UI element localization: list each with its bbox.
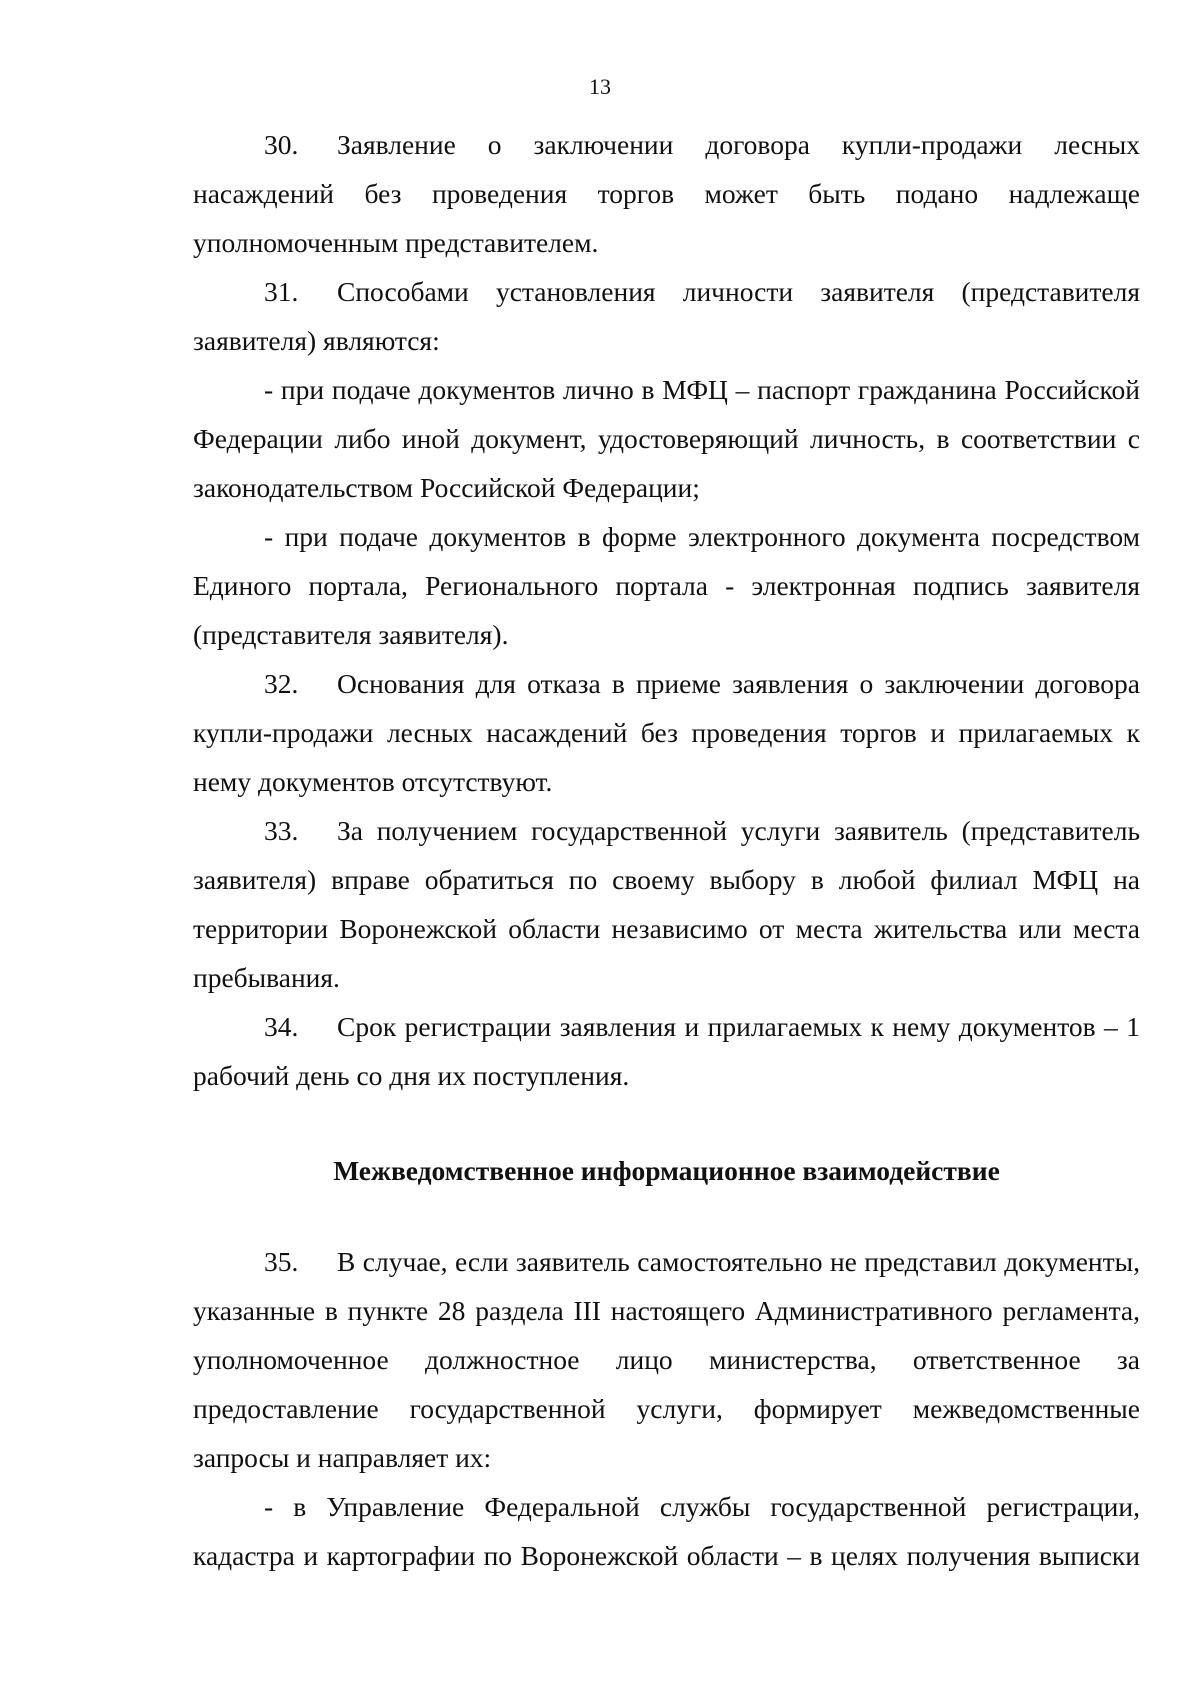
paragraph-number: 30.	[264, 129, 299, 160]
document-body	[193, 120, 1140, 1580]
paragraph-text-continuation: заявителя) являются:	[193, 325, 440, 356]
paragraph-number: 33.	[264, 815, 299, 846]
list-item-passport: - при подаче документов лично в МФЦ – паспорт гражданина Российской Федерации либо иной документ, удостоверяющий личность, в соответствии с законодательством Российской Федерации;	[193, 374, 1140, 503]
section-heading: Межведомственное информационное взаимодействие	[333, 1155, 1000, 1186]
paragraph-number: 32.	[264, 668, 299, 699]
paragraph-text-continuation: уполномоченным представителем.	[193, 227, 599, 258]
paragraph-number: 31.	[264, 276, 299, 307]
paragraph-text: Заявление о заключении договора купли-продажи лесных насаждений без проведения торгов может быть подано надлежаще	[193, 129, 1140, 209]
page-number: 13	[589, 74, 611, 99]
paragraph-35	[193, 1237, 1140, 1482]
paragraph-number: 35.	[264, 1246, 299, 1277]
paragraph-text: Основания для отказа в приеме заявления о заключении договора купли-продажи лесных насаждений без проведения торгов и прилагаемых к нему документов отсутствуют.	[193, 668, 1140, 797]
paragraph-30	[193, 120, 1140, 267]
paragraph-text: В случае, если заявитель самостоятельно не представил документы, указанные в пункте 28 раздела III настоящего Административного регламента, уполномоченное должностное лицо министерства, ответственное за предоставление государственной услуги, формирует межведомственные запросы и направляет их:	[193, 1246, 1140, 1473]
paragraph-number: 34.	[264, 1011, 299, 1042]
paragraph-31	[193, 267, 1140, 365]
paragraph-32	[193, 659, 1140, 806]
list-item-rosreestr: - в Управление Федеральной службы государственной регистрации, кадастра и картографии по Воронежской области – в целях получения выписки	[193, 1491, 1140, 1571]
paragraph-text: Срок регистрации заявления и прилагаемых к нему документов – 1 рабочий день со дня их поступления.	[193, 1011, 1140, 1091]
paragraph-33	[193, 806, 1140, 1002]
paragraph-text: За получением государственной услуги заявитель (представитель заявителя) вправе обратиться по своему выбору в любой филиал МФЦ на территории Воронежской области независимо от места жительства или места пребывания.	[193, 815, 1140, 993]
paragraph-34	[193, 1002, 1140, 1100]
list-item-electronic-signature: - при подаче документов в форме электронного документа посредством Единого портала, Регионального портала - электронная подпись заявителя (представителя заявителя).	[193, 521, 1140, 650]
paragraph-text: Способами установления личности заявителя (представителя	[337, 276, 1140, 307]
